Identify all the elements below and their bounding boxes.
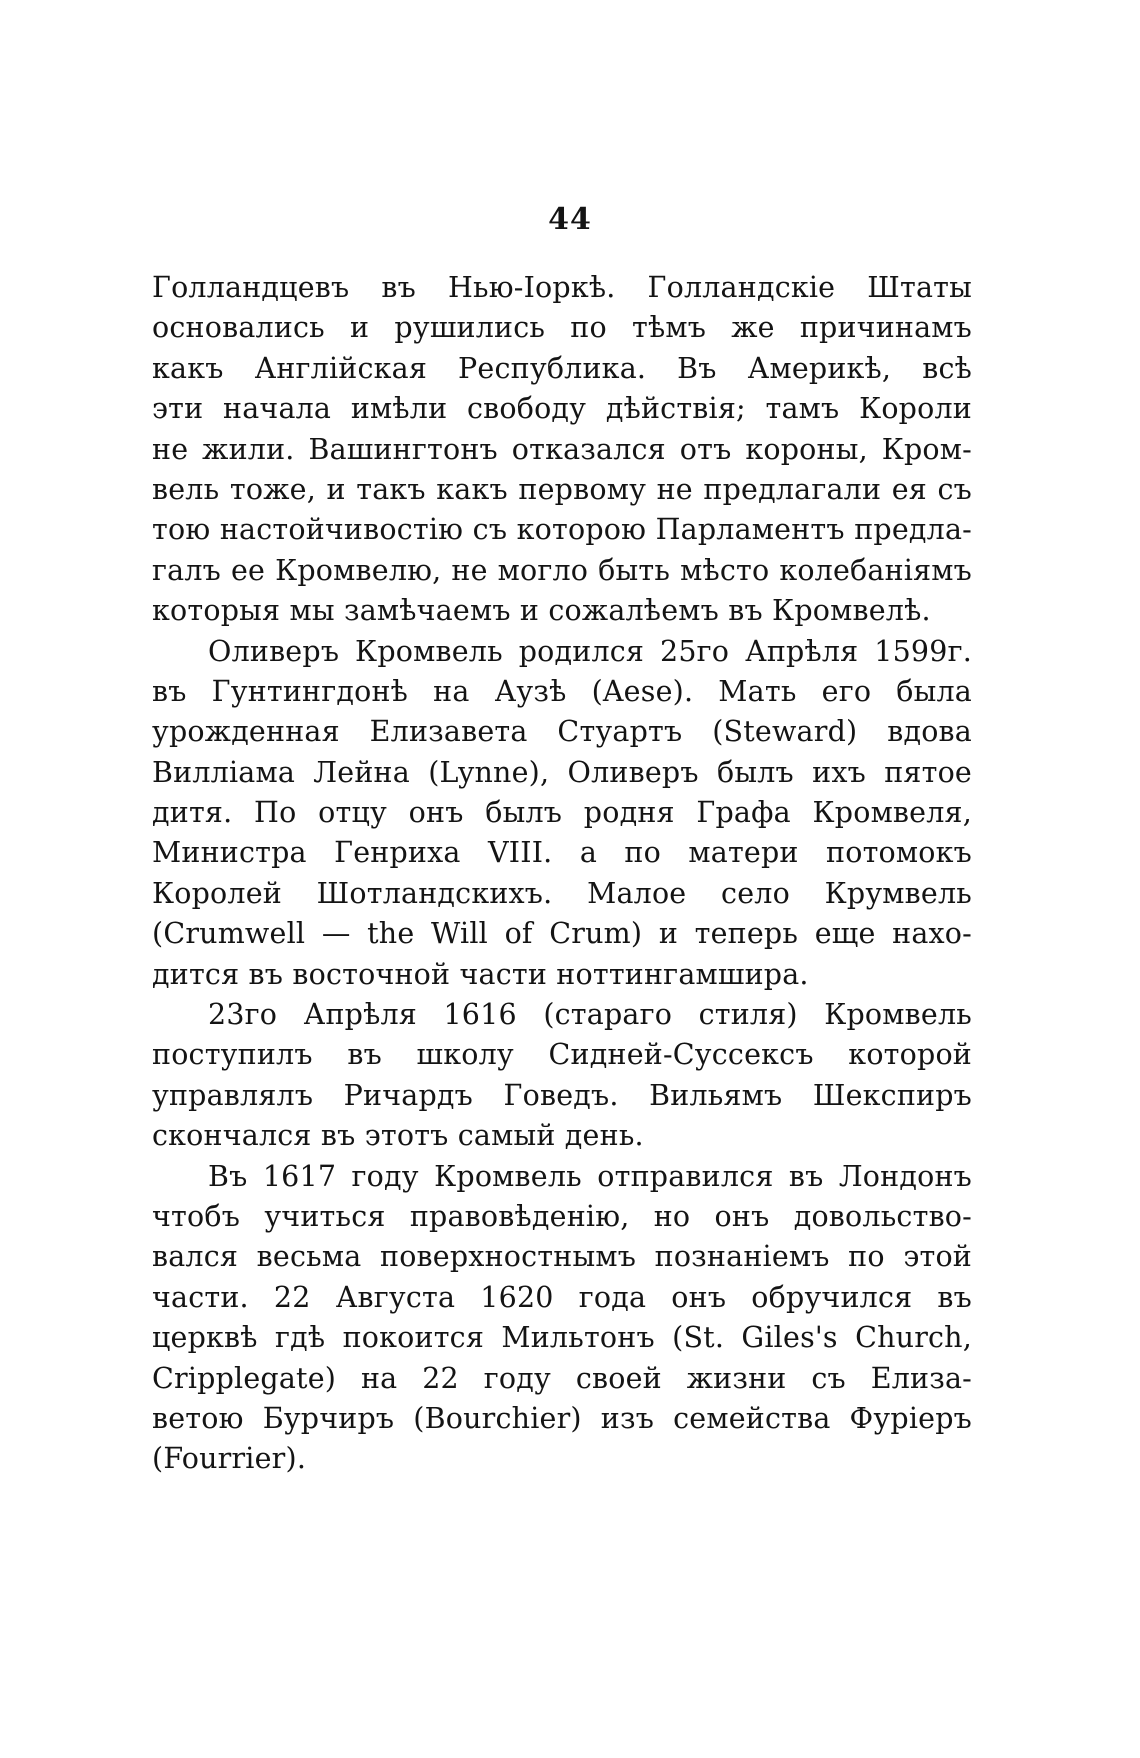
text-line: вель тоже, и такъ какъ первому не предлагали ея съ	[152, 472, 972, 506]
text-line: въ Гунтингдонѣ на Аузѣ (Aese). Мать его была	[152, 674, 972, 708]
text-line: части. 22 Августа 1620 года онъ обручился въ	[152, 1280, 972, 1314]
page-number: 44	[548, 202, 592, 237]
text-line: какъ Англійская Республика. Въ Америкѣ, всѣ	[152, 351, 972, 385]
text-line: ветою Бурчиръ (Bourchier) изъ семейства Фуріеръ	[152, 1401, 972, 1435]
text-line: Вилліама Лейна (Lynne), Оливеръ былъ ихъ пятое	[152, 755, 972, 789]
text-line: церквѣ гдѣ покоится Мильтонъ (St. Giles's Church,	[152, 1321, 972, 1355]
text-line: Министра Генриха VIII. а по матери потомокъ	[152, 836, 972, 870]
text-line: 23го Апрѣля 1616 (стараго стиля) Кромвель	[208, 998, 972, 1032]
text-line: Королей Шотландскихъ. Малое село Крумвель	[152, 876, 972, 910]
text-line: Оливеръ Кромвель родился 25го Апрѣля 1599г.	[208, 634, 972, 668]
text-line: Cripplegate) на 22 году своей жизни съ Елиза-	[152, 1361, 972, 1395]
body-text	[152, 268, 972, 1480]
text-line: эти начала имѣли свободу дѣйствія; тамъ Короли	[152, 392, 972, 426]
text-line: основались и рушились по тѣмъ же причинамъ	[152, 311, 972, 345]
text-line: дится въ восточной части ноттингамшира.	[152, 957, 809, 991]
text-line: скончался въ этотъ самый день.	[152, 1119, 644, 1153]
text-line: управлялъ Ричардъ Говедъ. Вильямъ Шекспиръ	[152, 1078, 972, 1112]
text-line: чтобъ учиться правовѣденію, но онъ довольство-	[152, 1199, 972, 1233]
text-line: Голландцевъ въ Нью-Іоркѣ. Голландскіе Штаты	[152, 271, 972, 304]
text-line: дитя. По отцу онъ былъ родня Графа Кромвеля,	[152, 796, 972, 830]
text-line: (Crumwell — the Will of Crum) и теперь еще нахо-	[152, 917, 972, 951]
text-line: вался весьма поверхностнымъ познаніемъ по этой	[152, 1240, 972, 1274]
text-line: не жили. Вашингтонъ отказался отъ короны, Кром-	[152, 432, 972, 466]
text-line: урожденная Елизавета Стуартъ (Steward) вдова	[152, 715, 972, 749]
text-line: тою настойчивостію съ которою Парламентъ предла-	[152, 513, 972, 547]
text-line: галъ ее Кромвелю, не могло быть мѣсто колебаніямъ	[152, 553, 972, 587]
text-line: Въ 1617 году Кромвель отправился въ Лондонъ	[208, 1159, 972, 1193]
text-line: (Fourrier).	[152, 1442, 307, 1476]
text-line: поступилъ въ школу Сидней-Суссексъ которой	[152, 1038, 972, 1072]
text-line: которыя мы замѣчаемъ и сожалѣемъ въ Кромвелѣ.	[152, 594, 931, 628]
